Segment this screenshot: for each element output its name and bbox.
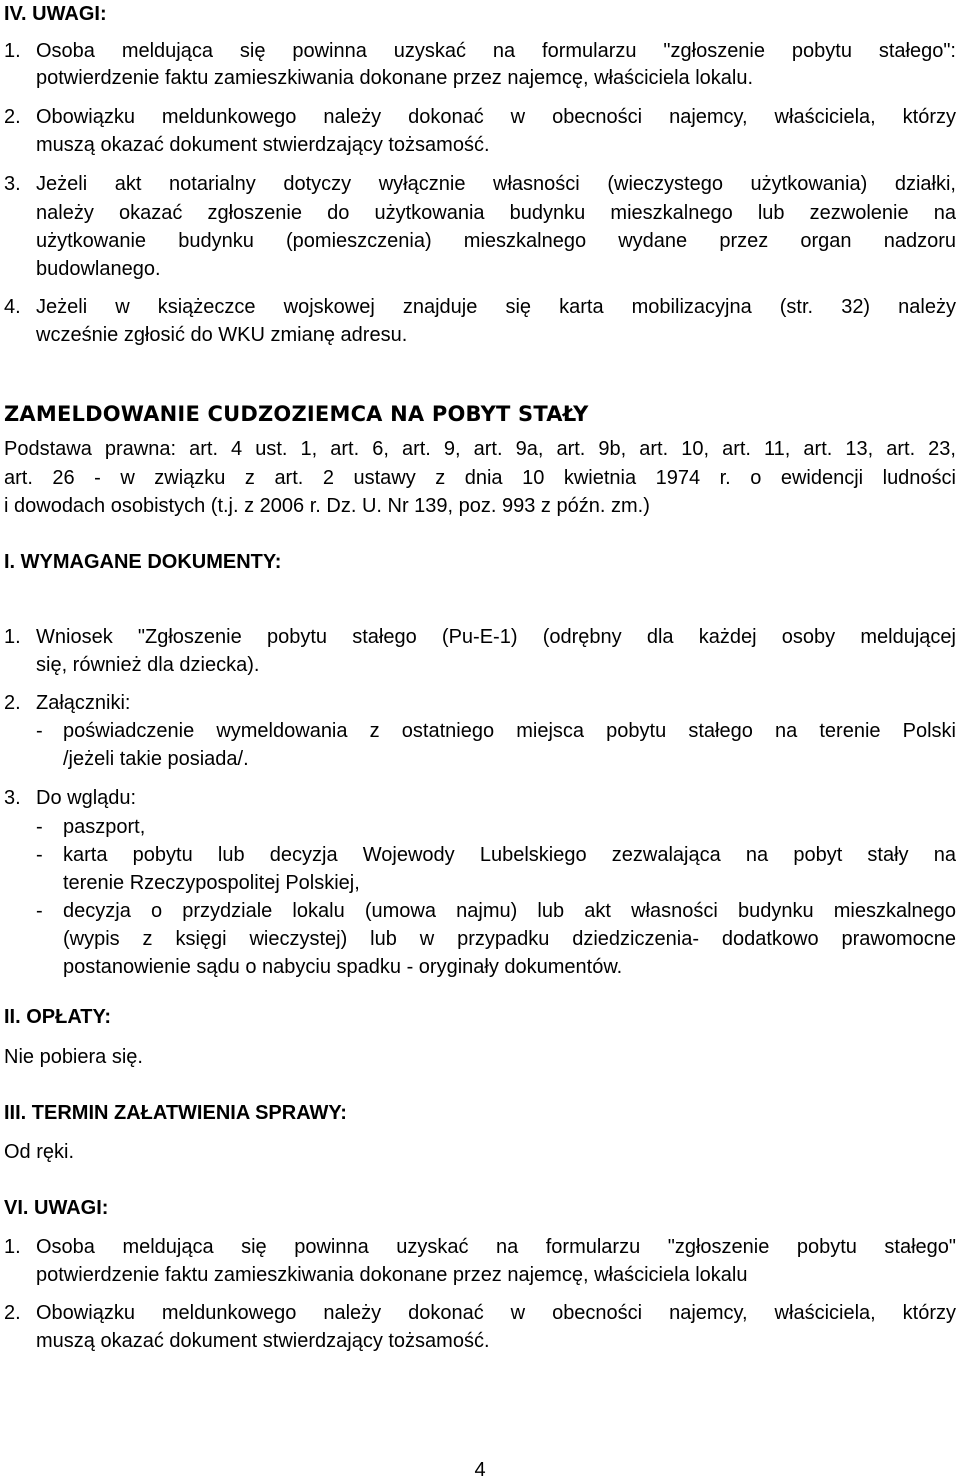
legal-basis-line: i dowodach osobistych (t.j. z 2006 r. Dz. U. Nr 139, poz. 993 z późn. zm.): [4, 495, 650, 517]
sub-item-text: paszport,: [63, 816, 146, 838]
sub-item-text: (wypis z księgi wieczystej) lub w przypadku dziedziczenia- dodatkowo prawomocne: [63, 928, 956, 950]
section-heading-uwagi: IV. UWAGI:: [4, 3, 107, 25]
section-heading-uwagi-2: VI. UWAGI:: [4, 1197, 109, 1219]
sub-item-text: decyzja o przydziale lokalu (umowa najmu) lub akt własności budynku mieszkalnego: [63, 900, 956, 922]
list-item-number: 3.: [4, 787, 21, 809]
list-item-text: należy okazać zgłoszenie do użytkowania budynku mieszkalnego lub zezwolenie na: [36, 202, 956, 224]
list-item-text: Jeżeli akt notarialny dotyczy wyłącznie własności (wieczystego użytkowania) działki,: [36, 173, 956, 195]
dash-bullet: -: [36, 816, 43, 838]
legal-basis-line: art. 26 - w związku z art. 2 ustawy z dnia 10 kwietnia 1974 r. o ewidencji ludności: [4, 467, 956, 489]
term-text: Od ręki.: [4, 1141, 75, 1163]
list-item-number: 1.: [4, 626, 21, 648]
list-item-text: się, również dla dziecka).: [36, 654, 260, 676]
list-item-text: Osoba meldująca się powinna uzyskać na formularzu "zgłoszenie pobytu stałego": [36, 1236, 956, 1258]
list-item-number: 1.: [4, 40, 21, 62]
list-item-text: Obowiązku meldunkowego należy dokonać w obecności najemcy, właściciela, którzy: [36, 1302, 956, 1324]
list-item-text: budowlanego.: [36, 258, 161, 280]
dash-bullet: -: [36, 900, 43, 922]
sub-item-text: poświadczenie wymeldowania z ostatniego miejsca pobytu stałego na terenie Polski: [63, 720, 956, 742]
section-heading-term: III. TERMIN ZAŁATWIENIA SPRAWY:: [4, 1102, 347, 1124]
list-item-number: 3.: [4, 173, 21, 195]
list-item-number: 2.: [4, 1302, 21, 1324]
list-item-number: 1.: [4, 1236, 21, 1258]
sub-item-text: postanowienie sądu o nabyciu spadku - oryginały dokumentów.: [63, 956, 623, 978]
list-item-text: Jeżeli w książeczce wojskowej znajduje się karta mobilizacyjna (str. 32) należy: [36, 296, 956, 318]
list-item-text: wcześnie zgłosić do WKU zmianę adresu.: [36, 324, 408, 346]
list-item-number: 2.: [4, 106, 21, 128]
fees-text: Nie pobiera się.: [4, 1046, 143, 1068]
section-heading-fees: II. OPŁATY:: [4, 1006, 112, 1028]
list-item-label: Załączniki:: [36, 692, 131, 714]
list-item-text: muszą okazać dokument stwierdzający tożsamość.: [36, 1330, 490, 1352]
list-item-text: Obowiązku meldunkowego należy dokonać w obecności najemcy, właściciela, którzy: [36, 106, 956, 128]
list-item-number: 4.: [4, 296, 21, 318]
section-heading-documents: I. WYMAGANE DOKUMENTY:: [4, 551, 282, 573]
legal-basis-line: Podstawa prawna: art. 4 ust. 1, art. 6, art. 9, art. 9a, art. 9b, art. 10, art. 11, art. 13, art. 23,: [4, 438, 956, 460]
document-title: ZAMELDOWANIE CUDZOZIEMCA NA POBYT STAŁY: [4, 402, 589, 426]
list-item-label: Do wglądu:: [36, 787, 137, 809]
dash-bullet: -: [36, 720, 43, 742]
list-item-text: potwierdzenie faktu zamieszkiwania dokonane przez najemcę, właściciela lokalu: [36, 1264, 748, 1286]
list-item-text: Osoba meldująca się powinna uzyskać na formularzu "zgłoszenie pobytu stałego":: [36, 40, 956, 62]
list-item-text: muszą okazać dokument stwierdzający tożsamość.: [36, 134, 490, 156]
dash-bullet: -: [36, 844, 43, 866]
sub-item-text: /jeżeli takie posiada/.: [63, 748, 249, 770]
sub-item-text: karta pobytu lub decyzja Wojewody Lubelskiego zezwalająca na pobyt stały na: [63, 844, 956, 866]
list-item-text: użytkowanie budynku (pomieszczenia) mieszkalnego wydane przez organ nadzoru: [36, 230, 956, 252]
page-number: 4: [474, 1459, 486, 1481]
sub-item-text: terenie Rzeczypospolitej Polskiej,: [63, 872, 360, 894]
list-item-number: 2.: [4, 692, 21, 714]
list-item-text: Wniosek "Zgłoszenie pobytu stałego (Pu-E-1) (odrębny dla każdej osoby meldującej: [36, 626, 956, 648]
list-item-text: potwierdzenie faktu zamieszkiwania dokonane przez najemcę, właściciela lokalu.: [36, 67, 754, 89]
